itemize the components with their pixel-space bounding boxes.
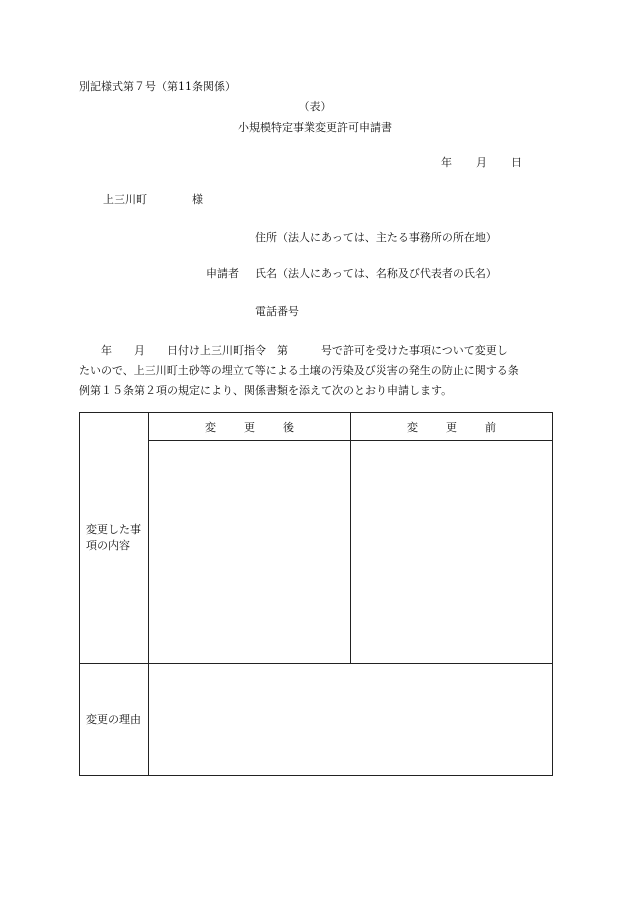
- date-month: 月: [476, 156, 487, 169]
- changed-items-label: 変更した事項の内容: [80, 413, 149, 664]
- application-statement: [79, 341, 549, 401]
- addressee: [103, 193, 203, 207]
- date-year: 年: [441, 156, 452, 169]
- statement-line-3: 例第１５条第２項の規定により、関係書類を添えて次のとおり申請します。: [79, 384, 453, 397]
- change-table: [79, 412, 553, 776]
- applicant-phone-label: 電話番号: [255, 305, 299, 318]
- change-reason-label: 変更の理由: [80, 664, 149, 776]
- addressee-name: 上三川町: [103, 193, 147, 206]
- column-header-after: 変更後: [149, 413, 351, 441]
- form-number: 別記様式第７号（第11条関係）: [79, 80, 236, 93]
- applicant-name-label: 氏名（法人にあっては、名称及び代表者の氏名）: [255, 267, 497, 280]
- change-reason-cell[interactable]: [149, 664, 553, 776]
- statement-line-1: 年 月 日付け上三川町指令 第 号で許可を受けた事項について変更し: [79, 344, 508, 357]
- date-line: [441, 156, 522, 170]
- document-title: 小規模特定事業変更許可申請書: [238, 121, 392, 134]
- applicant-role-label: 申請者: [206, 267, 239, 280]
- changed-content-after-cell[interactable]: [149, 441, 351, 664]
- changed-content-before-cell[interactable]: [351, 441, 553, 664]
- statement-line-2: たいので、上三川町土砂等の埋立て等による土壌の汚染及び災害の発生の防止に関する条: [79, 364, 519, 377]
- applicant-address-label: 住所（法人にあっては、主たる事務所の所在地）: [255, 231, 497, 244]
- date-day: 日: [511, 156, 522, 169]
- side-label: （表）: [298, 100, 332, 113]
- column-header-before: 変更前: [351, 413, 553, 441]
- addressee-honorific: 様: [192, 193, 203, 206]
